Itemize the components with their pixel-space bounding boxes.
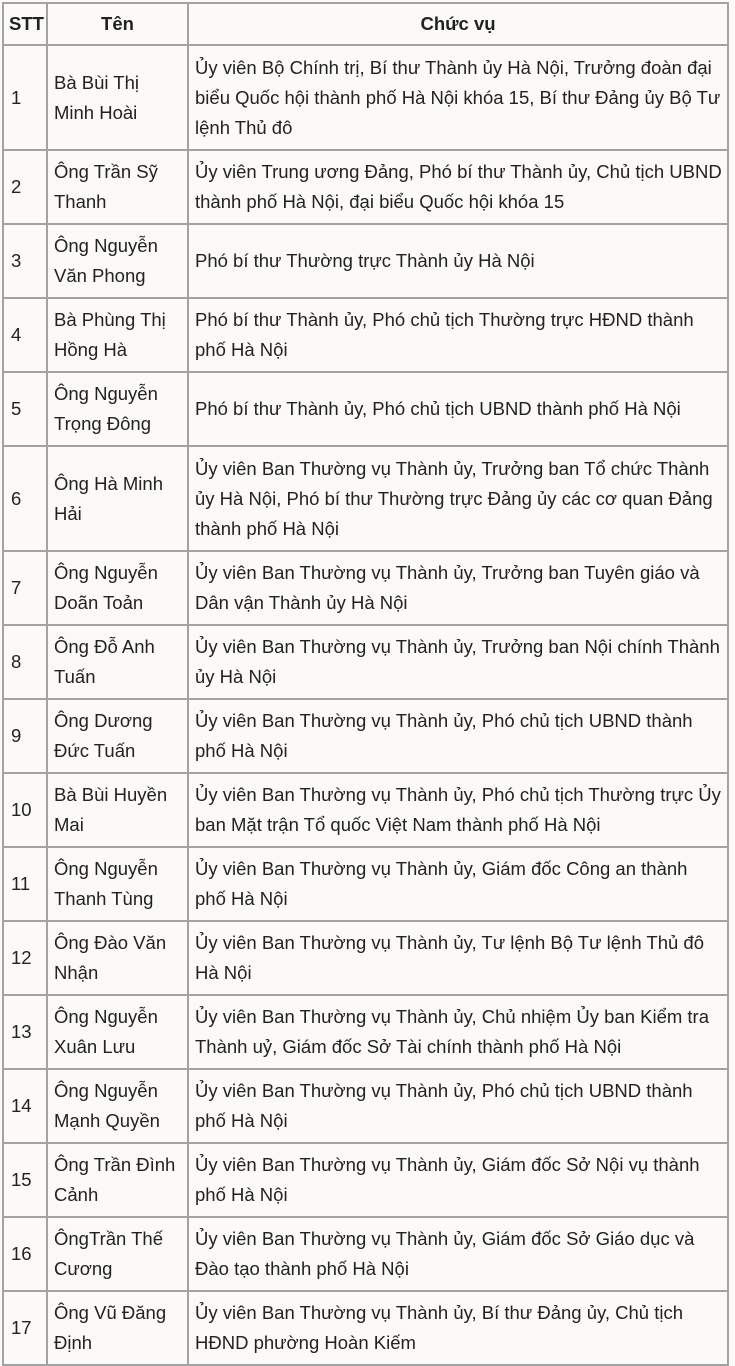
cell-stt: 15 [3, 1143, 47, 1217]
table-row [3, 1069, 728, 1143]
cell-ten: Ông Nguyễn Mạnh Quyền [47, 1069, 188, 1143]
cell-stt: 7 [3, 551, 47, 625]
cell-chuc-vu: Ủy viên Ban Thường vụ Thành ủy, Giám đốc Sở Nội vụ thành phố Hà Nội [188, 1143, 728, 1217]
cell-chuc-vu: Phó bí thư Thành ủy, Phó chủ tịch Thường trực HĐND thành phố Hà Nội [188, 298, 728, 372]
table-row [3, 298, 728, 372]
cell-ten: Bà Bùi Huyền Mai [47, 773, 188, 847]
cell-stt: 10 [3, 773, 47, 847]
cell-stt: 2 [3, 150, 47, 224]
cell-stt: 11 [3, 847, 47, 921]
cell-ten: Ông Nguyễn Xuân Lưu [47, 995, 188, 1069]
cell-chuc-vu: Ủy viên Ban Thường vụ Thành ủy, Bí thư Đảng ủy, Chủ tịch HĐND phường Hoàn Kiếm [188, 1291, 728, 1365]
cell-ten: Ông Dương Đức Tuấn [47, 699, 188, 773]
table-row [3, 773, 728, 847]
cell-stt: 6 [3, 446, 47, 551]
cell-chuc-vu: Ủy viên Ban Thường vụ Thành ủy, Chủ nhiệm Ủy ban Kiểm tra Thành uỷ, Giám đốc Sở Tài chính thành phố Hà Nội [188, 995, 728, 1069]
cell-stt: 14 [3, 1069, 47, 1143]
cell-ten: Bà Phùng Thị Hồng Hà [47, 298, 188, 372]
table-row [3, 699, 728, 773]
cell-chuc-vu: Ủy viên Ban Thường vụ Thành ủy, Tư lệnh Bộ Tư lệnh Thủ đô Hà Nội [188, 921, 728, 995]
cell-chuc-vu: Phó bí thư Thường trực Thành ủy Hà Nội [188, 224, 728, 298]
table-row [3, 372, 728, 446]
cell-stt: 13 [3, 995, 47, 1069]
table-row [3, 1291, 728, 1365]
table-row [3, 45, 728, 150]
cell-chuc-vu: Ủy viên Ban Thường vụ Thành ủy, Trưởng ban Nội chính Thành ủy Hà Nội [188, 625, 728, 699]
cell-stt: 16 [3, 1217, 47, 1291]
header-chuc-vu: Chức vụ [188, 3, 728, 45]
cell-ten: Bà Bùi Thị Minh Hoài [47, 45, 188, 150]
cell-chuc-vu: Ủy viên Ban Thường vụ Thành ủy, Phó chủ tịch UBND thành phố Hà Nội [188, 699, 728, 773]
cell-ten: Ông Đào Văn Nhận [47, 921, 188, 995]
cell-stt: 4 [3, 298, 47, 372]
leadership-table [2, 2, 729, 1366]
cell-chuc-vu: Ủy viên Trung ương Đảng, Phó bí thư Thành ủy, Chủ tịch UBND thành phố Hà Nội, đại biểu Quốc hội khóa 15 [188, 150, 728, 224]
cell-ten: Ông Nguyễn Doãn Toản [47, 551, 188, 625]
header-stt: STT [3, 3, 47, 45]
table-row [3, 1143, 728, 1217]
cell-chuc-vu: Phó bí thư Thành ủy, Phó chủ tịch UBND thành phố Hà Nội [188, 372, 728, 446]
cell-stt: 5 [3, 372, 47, 446]
cell-ten: ÔngTrần Thế Cương [47, 1217, 188, 1291]
table-row [3, 995, 728, 1069]
cell-ten: Ông Nguyễn Trọng Đông [47, 372, 188, 446]
table-row [3, 446, 728, 551]
table-row [3, 921, 728, 995]
table-row [3, 150, 728, 224]
cell-stt: 17 [3, 1291, 47, 1365]
cell-chuc-vu: Ủy viên Ban Thường vụ Thành ủy, Phó chủ tịch Thường trực Ủy ban Mặt trận Tổ quốc Việt Nam thành phố Hà Nội [188, 773, 728, 847]
cell-stt: 8 [3, 625, 47, 699]
table-row [3, 224, 728, 298]
cell-chuc-vu: Ủy viên Ban Thường vụ Thành ủy, Giám đốc Sở Giáo dục và Đào tạo thành phố Hà Nội [188, 1217, 728, 1291]
cell-ten: Ông Nguyễn Thanh Tùng [47, 847, 188, 921]
table-row [3, 1217, 728, 1291]
cell-ten: Ông Trần Đình Cảnh [47, 1143, 188, 1217]
table-row [3, 625, 728, 699]
table-header-row [3, 3, 728, 45]
cell-stt: 9 [3, 699, 47, 773]
table-row [3, 847, 728, 921]
cell-ten: Ông Trần Sỹ Thanh [47, 150, 188, 224]
cell-stt: 12 [3, 921, 47, 995]
table-row [3, 551, 728, 625]
cell-chuc-vu: Ủy viên Ban Thường vụ Thành ủy, Giám đốc Công an thành phố Hà Nội [188, 847, 728, 921]
cell-chuc-vu: Ủy viên Bộ Chính trị, Bí thư Thành ủy Hà Nội, Trưởng đoàn đại biểu Quốc hội thành phố Hà Nội khóa 15, Bí thư Đảng ủy Bộ Tư lệnh Thủ đô [188, 45, 728, 150]
cell-ten: Ông Nguyễn Văn Phong [47, 224, 188, 298]
cell-stt: 3 [3, 224, 47, 298]
cell-ten: Ông Đỗ Anh Tuấn [47, 625, 188, 699]
cell-chuc-vu: Ủy viên Ban Thường vụ Thành ủy, Phó chủ tịch UBND thành phố Hà Nội [188, 1069, 728, 1143]
cell-chuc-vu: Ủy viên Ban Thường vụ Thành ủy, Trưởng ban Tổ chức Thành ủy Hà Nội, Phó bí thư Thường trực Đảng ủy các cơ quan Đảng thành phố Hà Nội [188, 446, 728, 551]
cell-stt: 1 [3, 45, 47, 150]
header-ten: Tên [47, 3, 188, 45]
cell-chuc-vu: Ủy viên Ban Thường vụ Thành ủy, Trưởng ban Tuyên giáo và Dân vận Thành ủy Hà Nội [188, 551, 728, 625]
cell-ten: Ông Hà Minh Hải [47, 446, 188, 551]
cell-ten: Ông Vũ Đăng Định [47, 1291, 188, 1365]
